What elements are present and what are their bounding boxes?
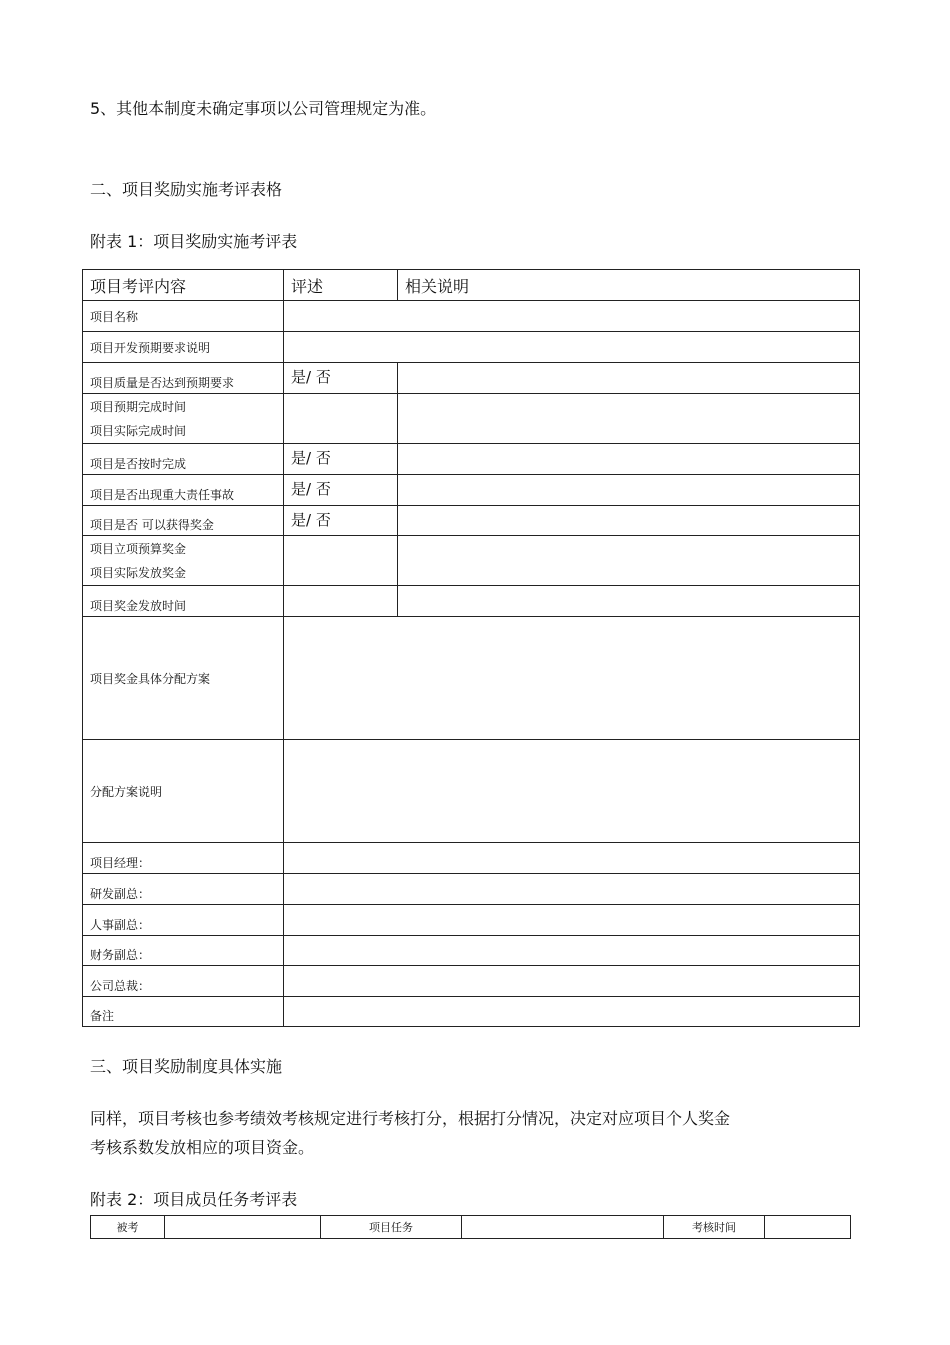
yes-no-option[interactable]: 是/ 否 xyxy=(284,444,398,475)
header-project-task: 项目任务 xyxy=(321,1216,462,1239)
cell-input[interactable] xyxy=(398,394,860,444)
cell-input[interactable] xyxy=(765,1216,851,1239)
cell-input[interactable] xyxy=(398,536,860,586)
yes-no-option[interactable]: 是/ 否 xyxy=(284,506,398,536)
signature-cell[interactable] xyxy=(284,843,860,874)
table-row xyxy=(83,536,860,586)
remarks-cell[interactable] xyxy=(284,997,860,1027)
signature-cell[interactable] xyxy=(284,905,860,936)
row-label xyxy=(83,536,284,586)
cell-input[interactable] xyxy=(284,301,860,332)
table-row xyxy=(83,874,860,905)
cell-input[interactable] xyxy=(284,617,860,740)
header-content: 项目考评内容 xyxy=(83,270,284,301)
planned-completion-label: 项目预期完成时间 xyxy=(90,399,187,414)
budget-bonus-label: 项目立项预算奖金 xyxy=(90,541,187,556)
table-row xyxy=(83,475,860,506)
row-label: 项目是否 可以获得奖金 xyxy=(83,506,284,536)
table-row xyxy=(83,363,860,394)
actual-bonus-label: 项目实际发放奖金 xyxy=(90,565,187,580)
row-label: 项目是否按时完成 xyxy=(83,444,284,475)
table-row xyxy=(83,394,860,444)
table-header-row xyxy=(83,270,860,301)
row-label: 项目名称 xyxy=(83,301,284,332)
row-label: 研发副总： xyxy=(83,874,284,905)
table-header-row xyxy=(91,1216,851,1239)
body-text-line-2: 考核系数发放相应的项目资金。 xyxy=(90,1138,315,1157)
table-row xyxy=(83,740,860,843)
table-row xyxy=(83,332,860,363)
cell-input[interactable] xyxy=(398,444,860,475)
row-label: 项目奖金发放时间 xyxy=(83,586,284,617)
clause-5: 5、其他本制度未确定事项以公司管理规定为准。 xyxy=(90,99,437,118)
table-row xyxy=(83,617,860,740)
row-label: 项目质量是否达到预期要求 xyxy=(83,363,284,394)
signature-cell[interactable] xyxy=(284,966,860,997)
section-2-heading: 二、项目奖励实施考评表格 xyxy=(90,180,283,199)
table-row xyxy=(83,506,860,536)
cell-input[interactable] xyxy=(165,1216,321,1239)
row-label xyxy=(83,394,284,444)
row-label: 备注 xyxy=(83,997,284,1027)
cell-input[interactable] xyxy=(398,586,860,617)
table-row xyxy=(83,997,860,1027)
header-assessment-time: 考核时间 xyxy=(664,1216,765,1239)
cell-input[interactable] xyxy=(398,506,860,536)
body-text-line-1: 同样，项目考核也参考绩效考核规定进行考核打分，根据打分情况，决定对应项目个人奖金 xyxy=(90,1109,731,1128)
row-label: 财务副总： xyxy=(83,936,284,966)
table-1-caption: 附表 1：项目奖励实施考评表 xyxy=(90,232,298,251)
header-comment: 评述 xyxy=(284,270,398,301)
yes-no-option[interactable]: 是/ 否 xyxy=(284,475,398,506)
cell-input[interactable] xyxy=(284,740,860,843)
section-3-heading: 三、项目奖励制度具体实施 xyxy=(90,1057,283,1076)
table-row xyxy=(83,444,860,475)
table-row xyxy=(83,301,860,332)
cell-input[interactable] xyxy=(284,536,398,586)
table-row xyxy=(83,586,860,617)
header-assessee: 被考 xyxy=(91,1216,165,1239)
cell-input[interactable] xyxy=(462,1216,664,1239)
table-row xyxy=(83,843,860,874)
cell-input[interactable] xyxy=(398,475,860,506)
row-label: 项目经理： xyxy=(83,843,284,874)
row-label: 项目是否出现重大责任事故 xyxy=(83,475,284,506)
header-notes: 相关说明 xyxy=(398,270,860,301)
cell-input[interactable] xyxy=(284,586,398,617)
cell-input[interactable] xyxy=(284,332,860,363)
table-row xyxy=(83,905,860,936)
row-label: 人事副总： xyxy=(83,905,284,936)
table-row xyxy=(83,966,860,997)
row-label: 公司总裁： xyxy=(83,966,284,997)
row-label: 项目奖金具体分配方案 xyxy=(83,617,284,740)
project-reward-evaluation-table xyxy=(82,269,860,1027)
actual-completion-label: 项目实际完成时间 xyxy=(90,423,187,438)
row-label: 分配方案说明 xyxy=(83,740,284,843)
row-label: 项目开发预期要求说明 xyxy=(83,332,284,363)
table-2-caption: 附表 2：项目成员任务考评表 xyxy=(90,1190,298,1209)
signature-cell[interactable] xyxy=(284,874,860,905)
signature-cell[interactable] xyxy=(284,936,860,966)
member-task-evaluation-table xyxy=(90,1215,851,1239)
table-row xyxy=(83,936,860,966)
cell-input[interactable] xyxy=(398,363,860,394)
cell-input[interactable] xyxy=(284,394,398,444)
yes-no-option[interactable]: 是/ 否 xyxy=(284,363,398,394)
